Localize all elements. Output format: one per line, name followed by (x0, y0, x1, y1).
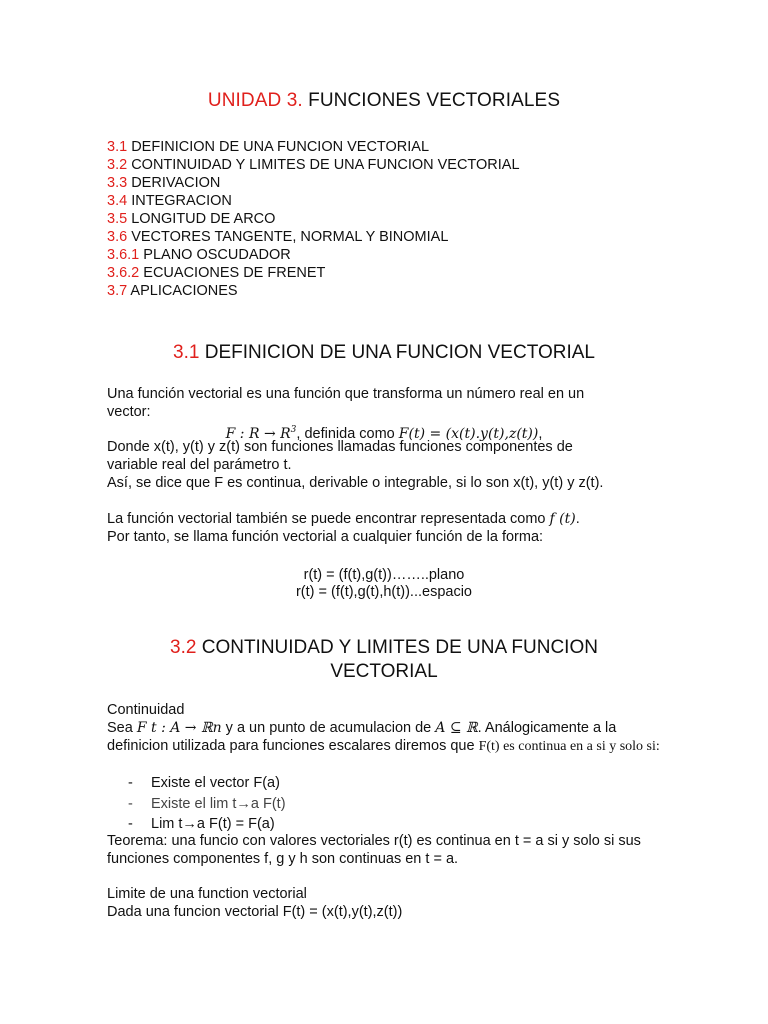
formula-exponent: 3 (290, 425, 297, 435)
paragraph-components: Donde x(t), y(t) y z(t) son funciones llamadas funciones componentes de variable real del parámetro t. (107, 439, 573, 473)
paragraph-sea (107, 720, 667, 738)
paragraph-limite: Dada una funcion vectorial F(t) = (x(t),y(t),z(t)) (107, 904, 403, 920)
sea-text: Sea (107, 720, 137, 736)
sea-math-set: A ⊆ ℝ (435, 720, 478, 736)
list-item (128, 794, 286, 815)
toc-label: CONTINUIDAD Y LIMITES DE UNA FUNCION VECTORIAL (131, 157, 520, 173)
section-title-line2: VECTORIAL (330, 661, 438, 682)
sea-mid-text: y a un punto de acumulacion de (221, 720, 436, 736)
toc-item (107, 192, 520, 210)
sea-math-function: F t : A → ℝn (136, 720, 222, 736)
section-title: DEFINICION DE UNA FUNCION VECTORIAL (204, 342, 595, 363)
toc-item (107, 138, 520, 156)
formula-end: , (538, 425, 543, 442)
toc-item (107, 282, 520, 300)
list-text: Existe el vector F(a) (151, 775, 280, 791)
condition-list (128, 773, 286, 835)
list-item (128, 814, 286, 835)
list-text: Lim t→a F(t) = F(a) (151, 816, 275, 832)
example-plano: r(t) = (f(t),g(t))……..plano (303, 567, 465, 583)
list-dash: - (128, 775, 133, 791)
sea-end-text: . Análogicamente a la (477, 720, 617, 736)
list-text: Existe el lim t→a F(t) (151, 795, 286, 812)
section-number: 3.2 (170, 637, 197, 658)
toc-item (107, 174, 520, 192)
toc-number: 3.4 (107, 193, 128, 209)
definition-intro: Una función vectorial es una función que transforma un número real en un vector: (107, 386, 585, 420)
definition-serif: F(t) es continua en a si y solo si: (478, 739, 660, 754)
toc-label: LONGITUD DE ARCO (131, 211, 276, 227)
formula-map: F : R → R (225, 425, 291, 442)
toc-number: 3.6 (107, 229, 128, 245)
toc-number: 3.3 (107, 175, 128, 191)
section-number: 3.1 (173, 342, 200, 363)
list-dash: - (128, 795, 133, 812)
paragraph-representation (107, 511, 627, 529)
formula-mid-text: , definida como (296, 425, 399, 442)
toc-number: 3.2 (107, 157, 128, 173)
section-title-line1: CONTINUIDAD Y LIMITES DE UNA FUNCION (201, 637, 598, 658)
toc-number: 3.1 (107, 139, 128, 155)
toc-label: PLANO OSCUDADOR (143, 247, 291, 263)
paragraph-teorema: Teorema: una funcio con valores vectoriales r(t) es continua en t = a si y solo si sus funciones componentes f, g y h son continuas en t = a. (107, 833, 641, 867)
toc-label: ECUACIONES DE FRENET (143, 265, 326, 281)
toc-item (107, 156, 520, 174)
title-text: FUNCIONES VECTORIALES (308, 90, 561, 111)
representation-end: . (575, 511, 580, 527)
definition-text: definicion utilizada para funciones escalares diremos que (107, 738, 479, 754)
toc-item (107, 210, 520, 228)
paragraph-continuity: Así, se dice que F es continua, derivable o integrable, si lo son x(t), y(t) y z(t). (107, 475, 604, 491)
toc-item (107, 228, 520, 246)
list-item (128, 773, 286, 794)
list-dash: - (128, 816, 133, 832)
subheading-limite: Limite de una function vectorial (107, 886, 307, 902)
toc-number: 3.6.1 (107, 247, 140, 263)
toc-label: DERIVACION (131, 175, 221, 191)
toc-item (107, 264, 520, 282)
toc-number: 3.6.2 (107, 265, 140, 281)
toc-label: APLICACIONES (130, 283, 238, 299)
representation-math: f (t) (549, 511, 576, 527)
toc-label: INTEGRACION (131, 193, 232, 209)
paragraph-definition (107, 738, 667, 756)
subheading-continuidad: Continuidad (107, 702, 185, 718)
toc-number: 3.7 (107, 283, 128, 299)
section-heading-3-1 (0, 341, 768, 365)
toc-label: DEFINICION DE UNA FUNCION VECTORIAL (131, 139, 430, 155)
toc-item (107, 246, 520, 264)
title-unit-number: UNIDAD 3. (207, 90, 303, 111)
toc-label: VECTORES TANGENTE, NORMAL Y BINOMIAL (131, 229, 449, 245)
toc-number: 3.5 (107, 211, 128, 227)
example-espacio: r(t) = (f(t),g(t),h(t))...espacio (295, 584, 473, 600)
table-of-contents (107, 138, 520, 300)
page-title (0, 90, 768, 112)
section-heading-3-2 (0, 636, 768, 684)
representation-text: La función vectorial también se puede encontrar representada como (107, 511, 550, 527)
paragraph-form: Por tanto, se llama función vectorial a cualquier función de la forma: (107, 529, 544, 545)
formula-definition: F(t) = (x(t).y(t),z(t)) (398, 425, 539, 442)
